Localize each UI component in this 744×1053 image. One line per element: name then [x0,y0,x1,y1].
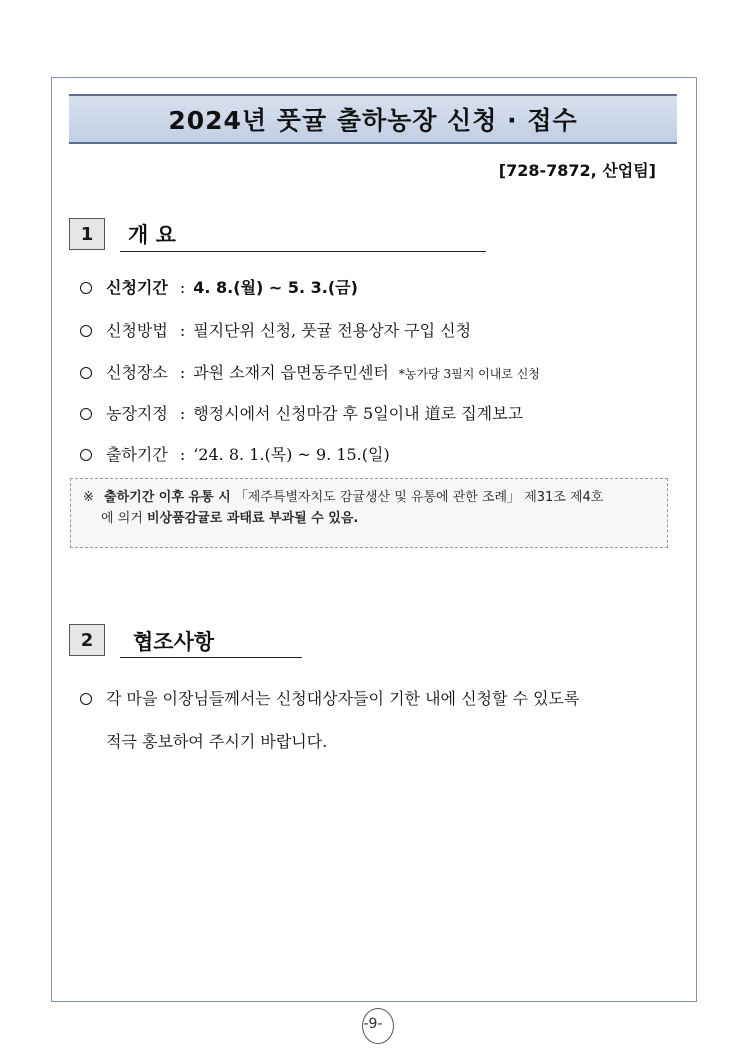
notice-box [70,478,668,548]
section-1-underline [120,251,486,252]
section-2-number: 2 [69,624,105,656]
item-value: 필지단위 신청, 풋귤 전용상자 구입 신청 [193,321,472,340]
section-1-number: 1 [69,218,105,250]
item-note: *농가당 3필지 이내로 신청 [398,367,540,381]
item-value: 4. 8.(월) ~ 5. 3.(금) [193,278,358,297]
section-2-underline [120,657,302,658]
overview-item: 신청장소 : 과원 소재지 읍면동주민센터 *농가당 3필지 이내로 신청 [80,360,540,383]
overview-item: 신청기간 : 4. 8.(월) ~ 5. 3.(금) [80,275,358,298]
overview-item: 출하기간 : ‘24. 8. 1.(목) ~ 9. 15.(일) [80,442,390,465]
overview-item: 신청방법 : 필지단위 신청, 풋귤 전용상자 구입 신청 [80,318,471,341]
circle-bullet-icon [80,367,92,379]
circle-bullet-icon [80,449,92,461]
notice-mark: ※ [83,490,94,505]
page-number: -9- [363,1016,383,1032]
document-title: 2024년 풋귤 출하농장 신청 · 접수 [168,106,578,135]
item-label: 신청방법 [106,321,168,340]
circle-bullet-icon [80,282,92,294]
notice-bold-text: 비상품감귤로 과태료 부과될 수 있음. [146,511,359,526]
contact-info: [728-7872, 산업팀] [498,161,656,180]
item-label: 출하기간 [106,445,168,464]
item-label: 농장지정 [106,404,168,423]
notice-text: 에 의거 [101,511,143,526]
section-1-title: 개 요 [128,223,176,247]
circle-bullet-icon [80,325,92,337]
item-value: 행정시에서 신청마감 후 5일이내 道로 집계보고 [193,404,524,423]
section-2-title: 협조사항 [133,630,215,654]
cooperation-line: 각 마을 이장님들께서는 신청대상자들이 기한 내에 신청할 수 있도록 [106,689,580,708]
cooperation-line: 적극 홍보하여 주시기 바랍니다. [106,732,328,751]
circle-bullet-icon [80,693,92,705]
circle-bullet-icon [80,408,92,420]
item-value: 과원 소재지 읍면동주민센터 [193,363,389,382]
overview-item: 농장지정 : 행정시에서 신청마감 후 5일이내 道로 집계보고 [80,401,523,424]
cooperation-paragraph [80,686,579,709]
notice-bold-text: 출하기간 이후 유통 시 [104,490,231,505]
title-banner [69,94,677,144]
notice-text: 「제주특별자치도 감귤생산 및 유통에 관한 조례」 제31조 제4호 [234,490,604,505]
item-label: 신청기간 [106,278,168,297]
item-label: 신청장소 [106,363,168,382]
item-value: ‘24. 8. 1.(목) ~ 9. 15.(일) [193,445,390,464]
